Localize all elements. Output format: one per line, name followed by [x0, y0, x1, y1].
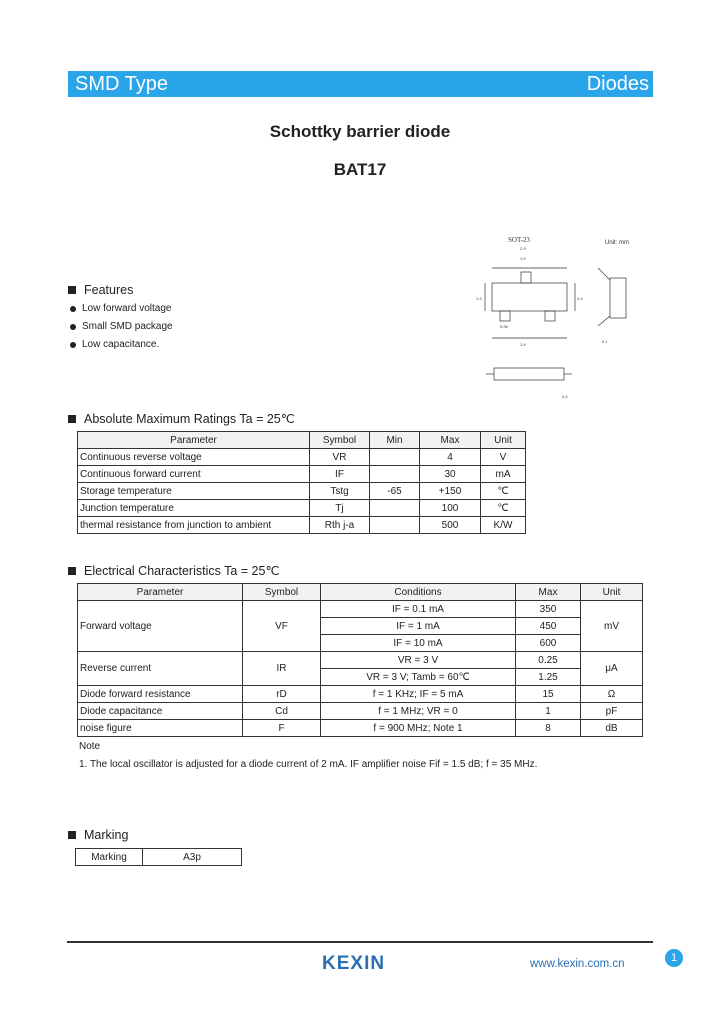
- cell: Storage temperature: [78, 483, 310, 500]
- page-number: 1: [665, 949, 683, 967]
- header-type: Diodes: [586, 73, 649, 95]
- cell: 100: [420, 500, 481, 517]
- package-body-top: [492, 283, 567, 311]
- elec-col-unit: Unit: [581, 584, 643, 601]
- cell: Tj: [310, 500, 370, 517]
- table-row: [78, 720, 643, 737]
- feature-item: Low forward voltage: [70, 303, 172, 314]
- cell: V: [481, 449, 526, 466]
- brand-logo: KEXIN: [322, 953, 386, 974]
- svg-text:1.3: 1.3: [476, 296, 482, 301]
- table-row: [78, 500, 526, 517]
- cell: pF: [581, 703, 643, 720]
- cell: [370, 466, 420, 483]
- table-row: [78, 466, 526, 483]
- cell: Diode capacitance: [78, 703, 243, 720]
- marking-table: [75, 848, 242, 866]
- package-name: SOT-23: [508, 236, 530, 244]
- cell: 1.25: [516, 669, 581, 686]
- feature-item: Low capacitance.: [70, 339, 159, 350]
- package-pin-1: [500, 311, 510, 321]
- abs-max-heading: Absolute Maximum Ratings Ta = 25℃: [68, 411, 295, 426]
- square-bullet-icon: [68, 286, 76, 294]
- header-category: SMD Type: [75, 73, 168, 95]
- note-text: 1. The local oscillator is adjusted for a diode current of 2 mA. IF amplifier noise Fif = 1.5 dB; f = 35 MHz.: [79, 759, 538, 770]
- cell: Tstg: [310, 483, 370, 500]
- cell: 0.25: [516, 652, 581, 669]
- cell: noise figure: [78, 720, 243, 737]
- table-row: [78, 449, 526, 466]
- svg-text:2.9: 2.9: [520, 246, 526, 251]
- square-bullet-icon: [68, 567, 76, 575]
- elec-table: [77, 583, 643, 737]
- cell: Junction temperature: [78, 500, 310, 517]
- cell: -65: [370, 483, 420, 500]
- svg-text:1.9: 1.9: [520, 256, 526, 261]
- cell: 350: [516, 601, 581, 618]
- cell: rD: [243, 686, 321, 703]
- cell: +150: [420, 483, 481, 500]
- cell: f = 1 KHz; IF = 5 mA: [321, 686, 516, 703]
- cell: [370, 517, 420, 534]
- marking-heading: Marking: [68, 828, 128, 842]
- cell: thermal resistance from junction to ambient: [78, 517, 310, 534]
- elec-col-conditions: Conditions: [321, 584, 516, 601]
- cell: VR: [310, 449, 370, 466]
- package-body-side: [610, 278, 626, 318]
- svg-text:0.95: 0.95: [500, 324, 508, 329]
- page-title: Schottky barrier diode: [269, 122, 451, 141]
- cell: [370, 449, 420, 466]
- cell: VR = 3 V; Tamb = 60℃: [321, 669, 516, 686]
- cell: f = 900 MHz; Note 1: [321, 720, 516, 737]
- table-row: [78, 652, 643, 669]
- package-drawing: [470, 228, 645, 398]
- cell: VF: [243, 601, 321, 652]
- marking-value: A3p: [143, 849, 242, 866]
- cell: Cd: [243, 703, 321, 720]
- table-row: [78, 483, 526, 500]
- cell: IF: [310, 466, 370, 483]
- features-heading: Features: [68, 283, 133, 297]
- square-bullet-icon: [68, 415, 76, 423]
- table-row: [78, 686, 643, 703]
- cell: Diode forward resistance: [78, 686, 243, 703]
- abs-col-unit: Unit: [481, 432, 526, 449]
- cell: f = 1 MHz; VR = 0: [321, 703, 516, 720]
- cell: mA: [481, 466, 526, 483]
- table-row: [76, 849, 242, 866]
- abs-col-min: Min: [370, 432, 420, 449]
- cell: 600: [516, 635, 581, 652]
- footer-divider: [67, 941, 653, 943]
- bullet-icon: [70, 342, 76, 348]
- cell: VR = 3 V: [321, 652, 516, 669]
- cell: K/W: [481, 517, 526, 534]
- footer-url[interactable]: www.kexin.com.cn: [530, 958, 625, 970]
- feature-item: Small SMD package: [70, 321, 173, 332]
- bullet-icon: [70, 324, 76, 330]
- abs-col-max: Max: [420, 432, 481, 449]
- elec-col-max: Max: [516, 584, 581, 601]
- cell: 4: [420, 449, 481, 466]
- package-unit: Unit: mm: [605, 240, 629, 246]
- cell: Continuous forward current: [78, 466, 310, 483]
- cell: μA: [581, 652, 643, 686]
- cell: Rth j-a: [310, 517, 370, 534]
- elec-col-symbol: Symbol: [243, 584, 321, 601]
- cell: F: [243, 720, 321, 737]
- cell: Reverse current: [78, 652, 243, 686]
- part-number: BAT17: [333, 160, 387, 179]
- cell: 450: [516, 618, 581, 635]
- cell: dB: [581, 720, 643, 737]
- package-body-front: [494, 368, 564, 380]
- cell: [370, 500, 420, 517]
- cell: IF = 1 mA: [321, 618, 516, 635]
- cell: Ω: [581, 686, 643, 703]
- cell: IF = 0.1 mA: [321, 601, 516, 618]
- package-pin-3: [521, 272, 531, 283]
- cell: 500: [420, 517, 481, 534]
- cell: IF = 10 mA: [321, 635, 516, 652]
- elec-heading: Electrical Characteristics Ta = 25℃: [68, 563, 279, 578]
- square-bullet-icon: [68, 831, 76, 839]
- cell: IR: [243, 652, 321, 686]
- svg-text:0.4: 0.4: [562, 394, 568, 398]
- table-row: [78, 601, 643, 618]
- cell: 30: [420, 466, 481, 483]
- cell: 1: [516, 703, 581, 720]
- table-row: [78, 703, 643, 720]
- abs-col-parameter: Parameter: [78, 432, 310, 449]
- cell: ℃: [481, 500, 526, 517]
- svg-text:1.9: 1.9: [520, 342, 526, 347]
- svg-text:0.1: 0.1: [602, 339, 608, 344]
- cell: 15: [516, 686, 581, 703]
- cell: ℃: [481, 483, 526, 500]
- note-label: Note: [79, 741, 101, 752]
- abs-col-symbol: Symbol: [310, 432, 370, 449]
- cell: Forward voltage: [78, 601, 243, 652]
- cell: mV: [581, 601, 643, 652]
- table-row: [78, 517, 526, 534]
- cell: 8: [516, 720, 581, 737]
- elec-col-parameter: Parameter: [78, 584, 243, 601]
- cell: Continuous reverse voltage: [78, 449, 310, 466]
- abs-max-table: [77, 431, 526, 534]
- bullet-icon: [70, 306, 76, 312]
- package-pin-2: [545, 311, 555, 321]
- marking-label: Marking: [76, 849, 143, 866]
- svg-text:2.4: 2.4: [577, 296, 583, 301]
